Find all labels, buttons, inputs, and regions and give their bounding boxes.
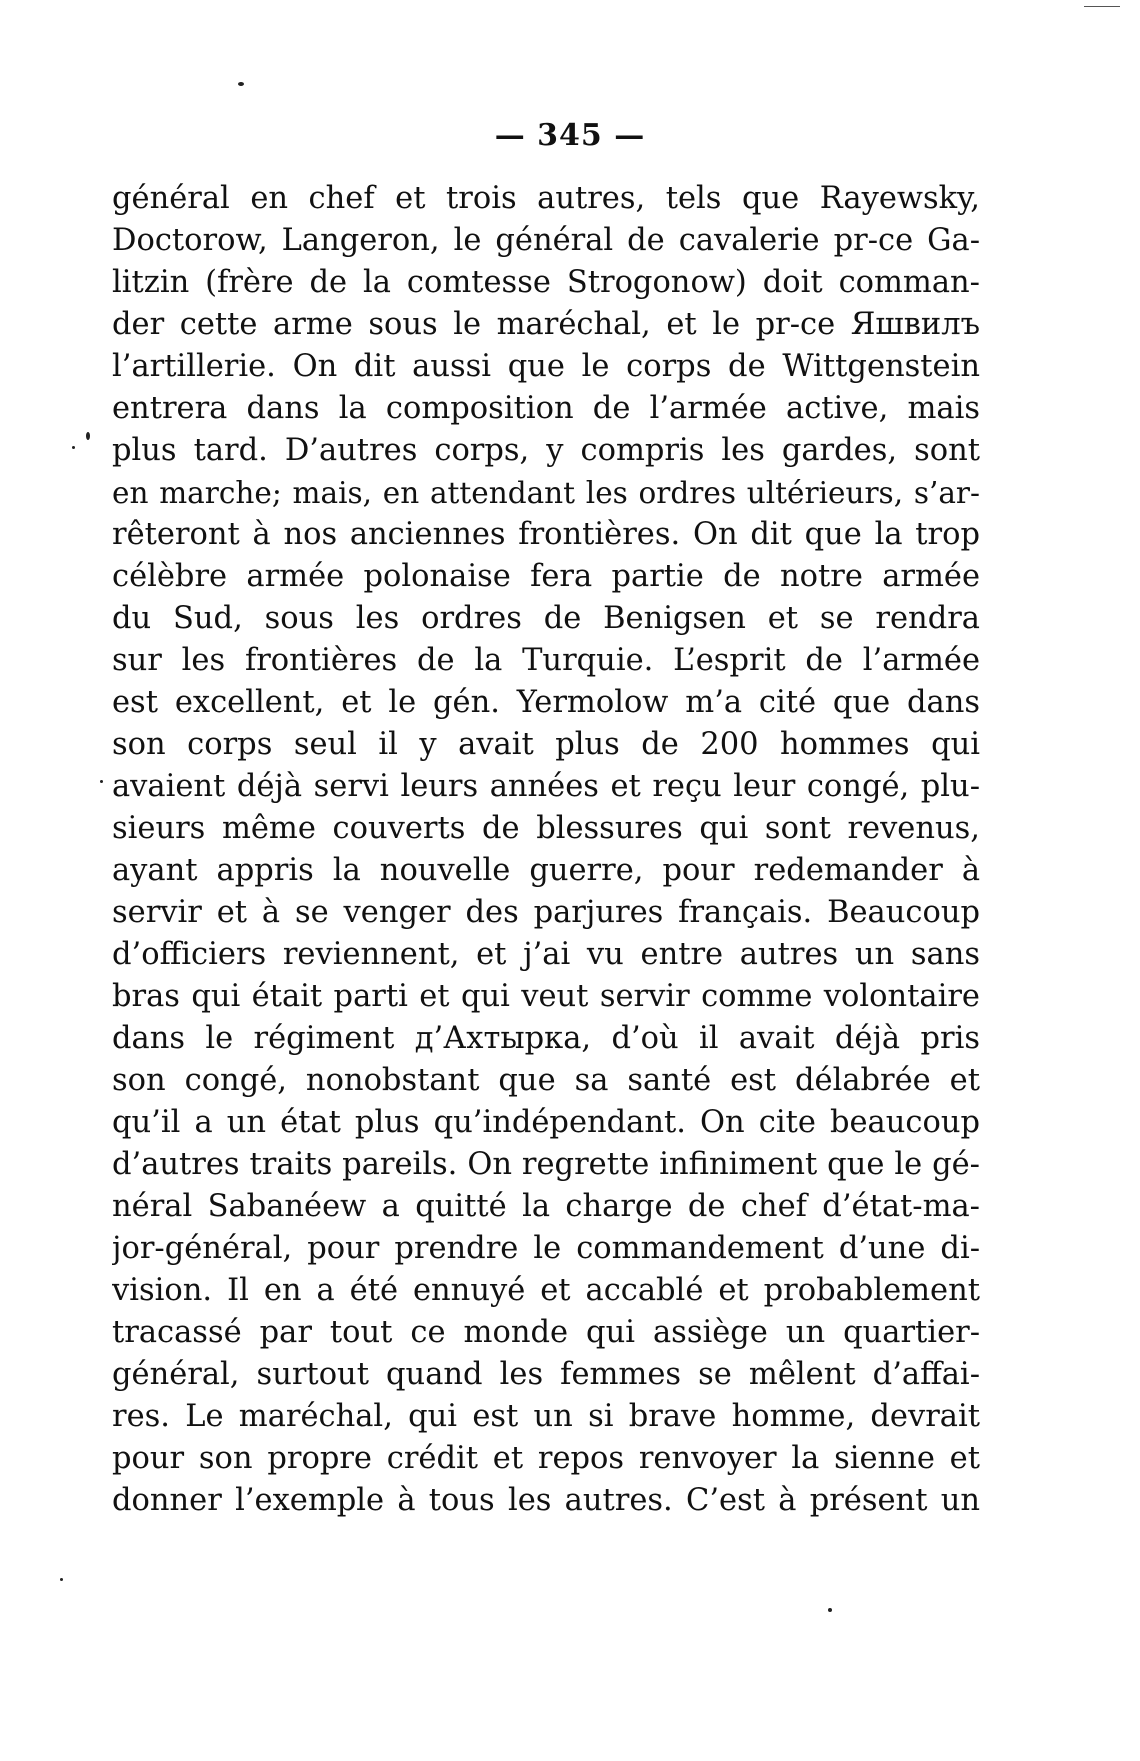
text-line: sieurs même couverts de blessures qui sont revenus, [112, 811, 980, 846]
text-line: ayant appris la nouvelle guerre, pour redemander à [112, 853, 980, 888]
text-line: Doctorow, Langeron, le général de cavalerie pr-ce Ga- [112, 223, 980, 258]
text-line: son congé, nonobstant que sa santé est délabrée et [112, 1063, 980, 1098]
text-line: d’officiers reviennent, et j’ai vu entre autres un sans [112, 937, 980, 972]
text-line: der cette arme sous le maréchal, et le pr-ce Яшвилъ [112, 307, 980, 342]
text-line: donner l’exemple à tous les autres. C’est à présent un [112, 1483, 980, 1518]
text-line: dans le régiment д’Ахтырка, d’où il avait déjà pris [112, 1021, 980, 1056]
text-line: est excellent, et le gén. Yermolow m’a cité que dans [112, 685, 980, 720]
text-line: général, surtout quand les femmes se mêlent d’affai- [112, 1357, 980, 1392]
ink-speck [100, 780, 103, 783]
text-line: l’artillerie. On dit aussi que le corps de Wittgenstein [112, 349, 980, 384]
text-line: sur les frontières de la Turquie. L’esprit de l’armée [112, 643, 980, 678]
text-line: plus tard. D’autres corps, y compris les gardes, sont [112, 433, 980, 468]
text-line: servir et à se venger des parjures français. Beaucoup [112, 895, 980, 930]
ink-speck [86, 432, 90, 440]
text-line: entrera dans la composition de l’armée active, mais [112, 391, 980, 426]
text-line: jor-général, pour prendre le commandement d’une di- [112, 1231, 980, 1266]
text-line: en marche; mais, en attendant les ordres ultérieurs, s’ar- [112, 476, 980, 510]
text-line: rêteront à nos anciennes frontières. On dit que la trop [112, 517, 980, 552]
text-line: tracassé par tout ce monde qui assiège un quartier- [112, 1315, 980, 1350]
text-line: avaient déjà servi leurs années et reçu leur congé, plu- [112, 769, 980, 804]
text-line: bras qui était parti et qui veut servir comme volontaire [112, 979, 980, 1014]
text-line: vision. Il en a été ennuyé et accablé et probablement [112, 1273, 980, 1308]
text-line: général en chef et trois autres, tels que Rayewsky, [112, 181, 980, 216]
ink-speck [238, 82, 244, 86]
body-text [112, 178, 980, 1522]
text-line: célèbre armée polonaise fera partie de notre armée [112, 559, 980, 594]
page-number: — 345 — [494, 118, 646, 153]
text-line: res. Le maréchal, qui est un si brave homme, devrait [112, 1399, 980, 1434]
ink-speck [72, 446, 75, 449]
scan-edge-mark [1084, 6, 1120, 7]
text-line: pour son propre crédit et repos renvoyer la sienne et [112, 1441, 980, 1476]
ink-speck [828, 1608, 832, 1612]
text-line: litzin (frère de la comtesse Strogonow) doit comman- [112, 265, 980, 300]
text-line: qu’il a un état plus qu’indépendant. On cite beaucoup [112, 1105, 980, 1140]
text-line: son corps seul il y avait plus de 200 hommes qui [112, 727, 980, 762]
text-line: du Sud, sous les ordres de Benigsen et se rendra [112, 601, 980, 636]
ink-speck [60, 1578, 63, 1581]
text-line: néral Sabanéew a quitté la charge de chef d’état-ma- [112, 1189, 980, 1224]
text-line: d’autres traits pareils. On regrette infiniment que le gé- [112, 1147, 980, 1182]
